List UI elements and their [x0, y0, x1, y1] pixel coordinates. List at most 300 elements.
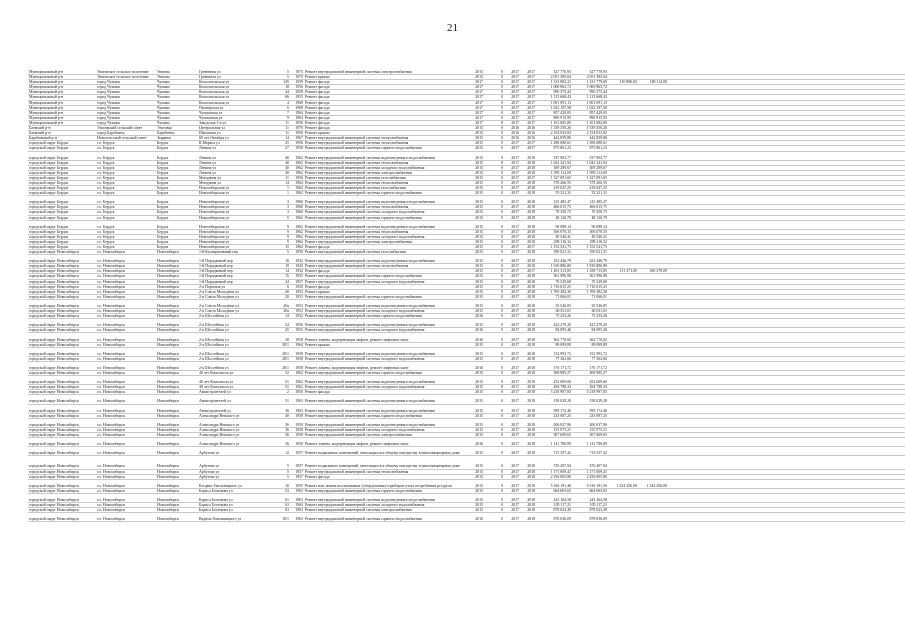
- settlement-cell: г.о. Новосибирск: [96, 503, 156, 508]
- street-cell: Комсомольская ул: [198, 90, 266, 95]
- plan-year-cell: 2016: [466, 517, 484, 522]
- total-cost-cell: 5 218 997,83: [536, 390, 572, 395]
- zero-cell: 0: [484, 225, 504, 230]
- plan-year-cell: 2017: [466, 80, 484, 85]
- locality-cell: Новосибирск: [156, 352, 198, 357]
- zero-cell: 0: [484, 110, 504, 115]
- locality-cell: Новосибирск: [156, 423, 198, 428]
- end-year-cell: 2018: [520, 447, 536, 456]
- end-year-cell: 2018: [520, 170, 536, 175]
- work-type-cell: Ремонт внутридомовой инженерной системы холодного водоснабжения: [304, 309, 466, 314]
- build-year-cell: 1964: [290, 110, 304, 115]
- total-cost-cell: 89 099,89: [536, 342, 572, 347]
- street-cell: К.Маркса ул: [198, 141, 266, 146]
- locality-cell: Чумаки: [156, 95, 198, 100]
- plan-year-cell: 2015: [466, 239, 484, 244]
- street-cell: Новосибирская ул: [198, 200, 266, 205]
- zero-cell: 0: [484, 105, 504, 110]
- build-year-cell: 1953: [290, 304, 304, 309]
- total-cost-cell: 307 609,65: [536, 432, 572, 437]
- plan-year-cell: 2015: [466, 200, 484, 205]
- house-number-cell: 28/1: [266, 361, 290, 370]
- fund-cost-cell: 299 116,32: [572, 239, 608, 244]
- total-cost-cell: 1 716 615,25: [536, 284, 572, 289]
- house-number-cell: 44: [266, 90, 290, 95]
- locality-cell: Новосибирск: [156, 498, 198, 503]
- zero-cell: 0: [484, 342, 504, 347]
- plan-year-cell: 2015: [466, 390, 484, 395]
- street-cell: Центральная ул: [198, 126, 266, 131]
- budget-cost-cell: [608, 460, 638, 469]
- work-type-cell: Ремонт внутридомовой инженерной системы водоотведения и водоснабжения: [304, 409, 466, 414]
- work-type-cell: Ремонт фасада: [304, 110, 466, 115]
- end-year-cell: 2018: [520, 225, 536, 230]
- total-cost-cell: 75 253,26: [536, 314, 572, 319]
- start-year-cell: 2017: [504, 517, 520, 522]
- plan-year-cell: 2015: [466, 289, 484, 294]
- settlement-cell: г.о. Новосибирск: [96, 314, 156, 319]
- end-year-cell: 2018: [520, 342, 536, 347]
- end-year-cell: 2018: [520, 279, 536, 284]
- work-type-cell: Ремонт фасада: [304, 245, 466, 250]
- settlement-cell: г.о. Новосибирск: [96, 399, 156, 404]
- total-cost-cell: 60 811,01: [536, 309, 572, 314]
- fund-cost-cell: 158 029,28: [572, 399, 608, 404]
- work-type-cell: Ремонт внутридомовой инженерной системы горячего водоснабжения: [304, 274, 466, 279]
- build-year-cell: 1963: [290, 399, 304, 404]
- end-year-cell: 2018: [520, 488, 536, 493]
- build-year-cell: 1958: [290, 432, 304, 437]
- start-year-cell: 2017: [504, 488, 520, 493]
- fund-cost-cell: 48 120,79: [572, 215, 608, 220]
- fund-cost-cell: 155 975,21: [572, 427, 608, 432]
- work-type-cell: Ремонт фасада: [304, 115, 466, 120]
- work-type-cell: Ремонт фасада: [304, 284, 466, 289]
- total-cost-cell: 1 042 341,94: [536, 160, 572, 165]
- work-type-cell: Ремонт внутридомовой инженерной системы теплоснабжения: [304, 205, 466, 210]
- municipality-cell: городской округ Бердск: [28, 205, 96, 210]
- locality-cell: Новосибирск: [156, 503, 198, 508]
- end-year-cell: 2018: [520, 432, 536, 437]
- end-year-cell: 2018: [520, 234, 536, 239]
- plan-year-cell: 2015: [466, 170, 484, 175]
- fund-cost-cell: 713 357,42: [572, 447, 608, 456]
- house-number-cell: 36: [266, 427, 290, 432]
- end-year-cell: 2018: [520, 274, 536, 279]
- plan-year-cell: 2015: [466, 191, 484, 196]
- fund-cost-cell: 1 327 091,65: [572, 175, 608, 180]
- work-type-cell: Ремонт крыши: [304, 342, 466, 347]
- settlement-cell: г.о. Новосибирск: [96, 432, 156, 437]
- plan-year-cell: 2015: [466, 245, 484, 250]
- street-cell: Комсомольская ул: [198, 85, 266, 90]
- settlement-cell: г.о. Новосибирск: [96, 304, 156, 309]
- zero-cell: 0: [484, 239, 504, 244]
- start-year-cell: 2017: [504, 361, 520, 370]
- municipality-cell: городской округ Новосибирск: [28, 413, 96, 418]
- end-year-cell: 2018: [520, 160, 536, 165]
- locality-cell: Новосибирск: [156, 356, 198, 361]
- house-number-cell: 5: [266, 250, 290, 255]
- total-cost-cell: 890 915,95: [536, 115, 572, 120]
- zero-cell: 0: [484, 136, 504, 141]
- house-number-cell: 5: [266, 474, 290, 479]
- work-type-cell: Ремонт внутридомовой инженерной системы горячего водоснабжения: [304, 488, 466, 493]
- build-year-cell: 1962: [290, 380, 304, 385]
- locality-cell: Бердск: [156, 245, 198, 250]
- work-type-cell: Ремонт фасада: [304, 269, 466, 274]
- blank-cell: [668, 333, 905, 342]
- build-year-cell: 1960: [290, 210, 304, 215]
- zero-cell: 0: [484, 460, 504, 469]
- street-cell: Ленина ул: [198, 156, 266, 161]
- plan-year-cell: 2017: [466, 100, 484, 105]
- street-cell: Новосибирская ул: [198, 215, 266, 220]
- settlement-cell: Новоспасский сельский совет: [96, 136, 156, 141]
- build-year-cell: 1976: [290, 126, 304, 131]
- settlement-cell: г.о. Бердск: [96, 165, 156, 170]
- work-type-cell: Ремонт фасада: [304, 100, 466, 105]
- house-number-cell: 40: [266, 413, 290, 418]
- plan-year-cell: 2015: [466, 160, 484, 165]
- settlement-cell: г.о. Новосибирск: [96, 289, 156, 294]
- plan-year-cell: 2015: [466, 323, 484, 328]
- settlement-cell: г.о. Новосибирск: [96, 274, 156, 279]
- fund-cost-cell: 105 117,21: [572, 503, 608, 508]
- house-number-cell: 10/1: [266, 517, 290, 522]
- fund-cost-cell: 1 539 350,26: [572, 126, 608, 131]
- municipality-cell: городской округ Бердск: [28, 225, 96, 230]
- build-year-cell: 1962: [290, 245, 304, 250]
- total-cost-cell: 206 037,96: [536, 423, 572, 428]
- locality-cell: Уватово: [156, 70, 198, 75]
- locality-cell: Новосибирск: [156, 474, 198, 479]
- locality-cell: Новосибирск: [156, 289, 198, 294]
- work-type-cell: Ремонт внутридомовой инженерной системы водоотведения и водоснабжения: [304, 498, 466, 503]
- owner-cost-cell: [638, 460, 668, 469]
- fund-cost-cell: 2 154 033,82: [572, 131, 608, 136]
- fund-cost-cell: 60 811,01: [572, 309, 608, 314]
- zero-cell: 0: [484, 85, 504, 90]
- municipality-cell: городской округ Бердск: [28, 215, 96, 220]
- total-cost-cell: 252 446,79: [536, 259, 572, 264]
- plan-year-cell: 2017: [466, 110, 484, 115]
- work-type-cell: Ремонт внутридомовой инженерной системы теплоснабжения: [304, 160, 466, 165]
- zero-cell: 0: [484, 205, 504, 210]
- settlement-cell: г.о. Новосибирск: [96, 328, 156, 333]
- fund-cost-cell: 35 546,05: [572, 304, 608, 309]
- build-year-cell: 1956: [290, 85, 304, 90]
- plan-year-cell: 2015: [466, 498, 484, 503]
- build-year-cell: 1962: [290, 156, 304, 161]
- fund-cost-cell: 1 042 341,94: [572, 160, 608, 165]
- locality-cell: Новосибирск: [156, 250, 198, 255]
- locality-cell: Новосибирск: [156, 314, 198, 319]
- municipality-cell: городской округ Новосибирск: [28, 517, 96, 522]
- total-cost-cell: 2 051 385,04: [536, 75, 572, 80]
- settlement-cell: г.о. Бердск: [96, 180, 156, 185]
- build-year-cell: 1952: [290, 259, 304, 264]
- locality-cell: Новосибирск: [156, 361, 198, 370]
- street-cell: Комсомольская ул: [198, 95, 266, 100]
- end-year-cell: 2018: [520, 180, 536, 185]
- municipality-cell: городской округ Бердск: [28, 141, 96, 146]
- house-number-cell: 5: [266, 70, 290, 75]
- build-year-cell: 1963: [290, 409, 304, 414]
- zero-cell: 0: [484, 294, 504, 299]
- work-type-cell: Ремонт фасада: [304, 120, 466, 125]
- start-year-cell: 2017: [504, 85, 520, 90]
- total-cost-cell: 1 152 541,75: [536, 245, 572, 250]
- settlement-cell: г.о. Бердск: [96, 205, 156, 210]
- municipality-cell: городской округ Новосибирск: [28, 488, 96, 493]
- build-year-cell: 1953: [290, 289, 304, 294]
- house-number-cell: 61: [266, 498, 290, 503]
- settlement-cell: г.о. Новосибирск: [96, 413, 156, 418]
- locality-cell: Барабинск: [156, 131, 198, 136]
- fund-cost-cell: 423 279,20: [572, 323, 608, 328]
- municipality-cell: городской округ Новосибирск: [28, 250, 96, 255]
- total-cost-cell: 1 313 882,21: [536, 80, 572, 85]
- locality-cell: Новосибирск: [156, 333, 198, 342]
- settlement-cell: г.о. Бердск: [96, 215, 156, 220]
- start-year-cell: 2017: [504, 210, 520, 215]
- work-type-cell: Ремонт, замена, модернизация лифтов, ремонт лифтовых шахт: [304, 333, 466, 342]
- house-number-cell: 28/1: [266, 356, 290, 361]
- total-cost-cell: 2 154 033,82: [536, 131, 572, 136]
- house-number-cell: 14: [266, 180, 290, 185]
- start-year-cell: 2017: [504, 264, 520, 269]
- work-type-cell: Ремонт внутридомовой инженерной системы электроснабжения: [304, 239, 466, 244]
- work-type-cell: Ремонт внутридомовой инженерной системы водоотведения и водоснабжения: [304, 399, 466, 404]
- end-year-cell: 2018: [520, 390, 536, 395]
- start-year-cell: 2017: [504, 156, 520, 161]
- total-cost-cell: 152 993,72: [536, 352, 572, 357]
- plan-year-cell: 2015: [466, 432, 484, 437]
- street-cell: Новосибирская ул: [198, 234, 266, 239]
- zero-cell: 0: [484, 180, 504, 185]
- build-year-cell: 1963: [290, 508, 304, 513]
- fund-cost-cell: 49 546,41: [572, 234, 608, 239]
- end-year-cell: 2018: [520, 356, 536, 361]
- budget-cost-cell: [608, 333, 638, 342]
- build-year-cell: 1975: [290, 70, 304, 75]
- table-row: [28, 517, 905, 522]
- total-cost-cell: 306 070,35: [536, 229, 572, 234]
- end-year-cell: 2018: [520, 259, 536, 264]
- settlement-cell: г.о. Новосибирск: [96, 264, 156, 269]
- total-cost-cell: 71 066,01: [536, 294, 572, 299]
- house-number-cell: 36: [266, 432, 290, 437]
- fund-cost-cell: 1 910 886,80: [572, 264, 608, 269]
- settlement-cell: город Барабинск: [96, 131, 156, 136]
- end-year-cell: 2018: [520, 314, 536, 319]
- work-type-cell: Ремонт внутридомовой инженерной системы водоотведения и водоснабжения: [304, 304, 466, 309]
- start-year-cell: 2017: [504, 328, 520, 333]
- street-cell: Арбузова ул: [198, 474, 266, 479]
- start-year-cell: 2016: [504, 126, 520, 131]
- work-type-cell: Ремонт внутридомовой инженерной системы холодного водоснабжения: [304, 328, 466, 333]
- fund-cost-cell: 152 993,72: [572, 352, 608, 357]
- zero-cell: 0: [484, 215, 504, 220]
- fund-cost-cell: 362 770,82: [572, 333, 608, 342]
- end-year-cell: 2018: [520, 352, 536, 357]
- work-type-cell: Ремонт внутридомовой инженерной системы горячего водоснабжения: [304, 294, 466, 299]
- zero-cell: 0: [484, 438, 504, 447]
- municipality-cell: городской округ Новосибирск: [28, 432, 96, 437]
- build-year-cell: 1962: [290, 186, 304, 191]
- street-cell: 40 лет Комсомола ул: [198, 385, 266, 390]
- total-cost-cell: 1 296 080,61: [536, 141, 572, 146]
- locality-cell: Бердск: [156, 210, 198, 215]
- total-cost-cell: 1 910 886,80: [536, 264, 572, 269]
- fund-cost-cell: 309 289,67: [572, 165, 608, 170]
- plan-year-cell: 2015: [466, 70, 484, 75]
- work-type-cell: Ремонт внутридомовой инженерной системы водоотведения и водоснабжения: [304, 380, 466, 385]
- municipality-cell: городской округ Новосибирск: [28, 479, 96, 488]
- total-cost-cell: 578 266,55: [536, 180, 572, 185]
- start-year-cell: 2017: [504, 274, 520, 279]
- zero-cell: 0: [484, 309, 504, 314]
- house-number-cell: 9: [266, 239, 290, 244]
- total-cost-cell: 664 603,65: [536, 488, 572, 493]
- build-year-cell: 1963: [290, 488, 304, 493]
- municipality-cell: городской округ Бердск: [28, 191, 96, 196]
- end-year-cell: 2018: [520, 517, 536, 522]
- end-year-cell: 2018: [520, 438, 536, 447]
- total-cost-cell: 2 256 005,80: [536, 474, 572, 479]
- municipality-cell: городской округ Новосибирск: [28, 264, 96, 269]
- start-year-cell: 2017: [504, 323, 520, 328]
- fund-cost-cell: 442 859,86: [572, 136, 608, 141]
- blank-cell: [668, 460, 905, 469]
- work-type-cell: Ремонт крыши: [304, 131, 466, 136]
- locality-cell: Новосибирск: [156, 390, 198, 395]
- zero-cell: 0: [484, 191, 504, 196]
- municipality-cell: Муниципальный р-н: [28, 85, 96, 90]
- owner-cost-cell: [638, 333, 668, 342]
- locality-cell: Новосибирск: [156, 259, 198, 264]
- street-cell: 2-я Шоссейная ул: [198, 342, 266, 347]
- municipality-cell: городской округ Бердск: [28, 146, 96, 151]
- start-year-cell: 2017: [504, 342, 520, 347]
- owner-cost-cell: 160 378,09: [638, 269, 668, 274]
- house-number-cell: 3: [266, 210, 290, 215]
- plan-year-cell: 2015: [466, 380, 484, 385]
- fund-cost-cell: 233 087,25: [572, 413, 608, 418]
- total-cost-cell: 1 327 091,65: [536, 175, 572, 180]
- municipality-cell: городской округ Бердск: [28, 186, 96, 191]
- build-year-cell: 1956: [290, 390, 304, 395]
- municipality-cell: Муниципальный р-н: [28, 115, 96, 120]
- start-year-cell: 2017: [504, 447, 520, 456]
- street-cell: Ленина ул: [198, 160, 266, 165]
- build-year-cell: 1958: [290, 352, 304, 357]
- zero-cell: 0: [484, 234, 504, 239]
- municipality-cell: Муниципальный р-н: [28, 80, 96, 85]
- settlement-cell: город Чумаки: [96, 90, 156, 95]
- settlement-cell: г.о. Бердск: [96, 210, 156, 215]
- municipality-cell: городской округ Бердск: [28, 239, 96, 244]
- settlement-cell: г.о. Бердск: [96, 160, 156, 165]
- build-year-cell: 1964: [290, 342, 304, 347]
- work-type-cell: Ремонт внутридомовой инженерной системы водоотведения и водоснабжения: [304, 200, 466, 205]
- house-number-cell: 3: [266, 200, 290, 205]
- work-type-cell: Ремонт внутридомовой инженерной системы горячего водоснабжения: [304, 191, 466, 196]
- locality-cell: Новосибирск: [156, 508, 198, 513]
- work-type-cell: Ремонт внутридомовой инженерной системы холодного водоснабжения: [304, 165, 466, 170]
- zero-cell: 0: [484, 328, 504, 333]
- house-number-cell: 11: [266, 126, 290, 131]
- settlement-cell: г.о. Новосибирск: [96, 498, 156, 503]
- house-number-cell: 36: [266, 438, 290, 447]
- house-number-cell: 14: [266, 269, 290, 274]
- zero-cell: 0: [484, 141, 504, 146]
- plan-year-cell: 2016: [466, 438, 484, 447]
- street-cell: Ленина ул: [198, 165, 266, 170]
- zero-cell: 0: [484, 75, 504, 80]
- municipality-cell: городской округ Новосибирск: [28, 469, 96, 474]
- street-cell: 2-я Союза Молодёжи ул: [198, 294, 266, 299]
- locality-cell: Чумаки: [156, 90, 198, 95]
- start-year-cell: 2017: [504, 371, 520, 376]
- blank-cell: [668, 517, 905, 522]
- street-cell: Новосибирская ул: [198, 186, 266, 191]
- start-year-cell: 2017: [504, 432, 520, 437]
- build-year-cell: 1962: [290, 215, 304, 220]
- end-year-cell: 2016: [520, 136, 536, 141]
- street-cell: Авиастроителей ул: [198, 409, 266, 414]
- work-type-cell: Ремонт внутридомовой инженерной системы холодного водоснабжения: [304, 356, 466, 361]
- start-year-cell: 2017: [504, 508, 520, 513]
- locality-cell: Бердск: [156, 180, 198, 185]
- fund-cost-cell: 466 615,75: [572, 205, 608, 210]
- total-cost-cell: 155 975,21: [536, 427, 572, 432]
- build-year-cell: 1955: [290, 95, 304, 100]
- zero-cell: 0: [484, 304, 504, 309]
- total-cost-cell: 35 546,05: [536, 304, 572, 309]
- table-row: [28, 333, 905, 342]
- house-number-cell: 4: [266, 100, 290, 105]
- end-year-cell: 2017: [520, 95, 536, 100]
- locality-cell: Бердск: [156, 175, 198, 180]
- house-number-cell: 6: [266, 105, 290, 110]
- build-year-cell: 1957: [290, 469, 304, 474]
- plan-year-cell: 2015: [466, 269, 484, 274]
- start-year-cell: 2017: [504, 105, 520, 110]
- fund-cost-cell: 77 362,66: [572, 356, 608, 361]
- locality-cell: Новосибирск: [156, 371, 198, 376]
- locality-cell: Бердск: [156, 205, 198, 210]
- municipality-cell: городской округ Новосибирск: [28, 390, 96, 395]
- start-year-cell: 2017: [504, 186, 520, 191]
- end-year-cell: 2018: [520, 323, 536, 328]
- budget-cost-cell: 110 886,82: [608, 80, 638, 85]
- start-year-cell: 2017: [504, 200, 520, 205]
- fund-cost-cell: 1 296 080,61: [572, 141, 608, 146]
- end-year-cell: 2018: [520, 328, 536, 333]
- house-number-cell: 52: [266, 371, 290, 376]
- work-type-cell: Ремонт фасада: [304, 95, 466, 100]
- owner-cost-cell: [638, 361, 668, 370]
- settlement-cell: г.о. Бердск: [96, 146, 156, 151]
- street-cell: 40 лет Комсомола ул: [198, 371, 266, 376]
- start-year-cell: 2017: [504, 250, 520, 255]
- total-cost-cell: 77 362,66: [536, 356, 572, 361]
- fund-cost-cell: 537 903,77: [572, 156, 608, 161]
- start-year-cell: 2017: [504, 385, 520, 390]
- start-year-cell: 2017: [504, 314, 520, 319]
